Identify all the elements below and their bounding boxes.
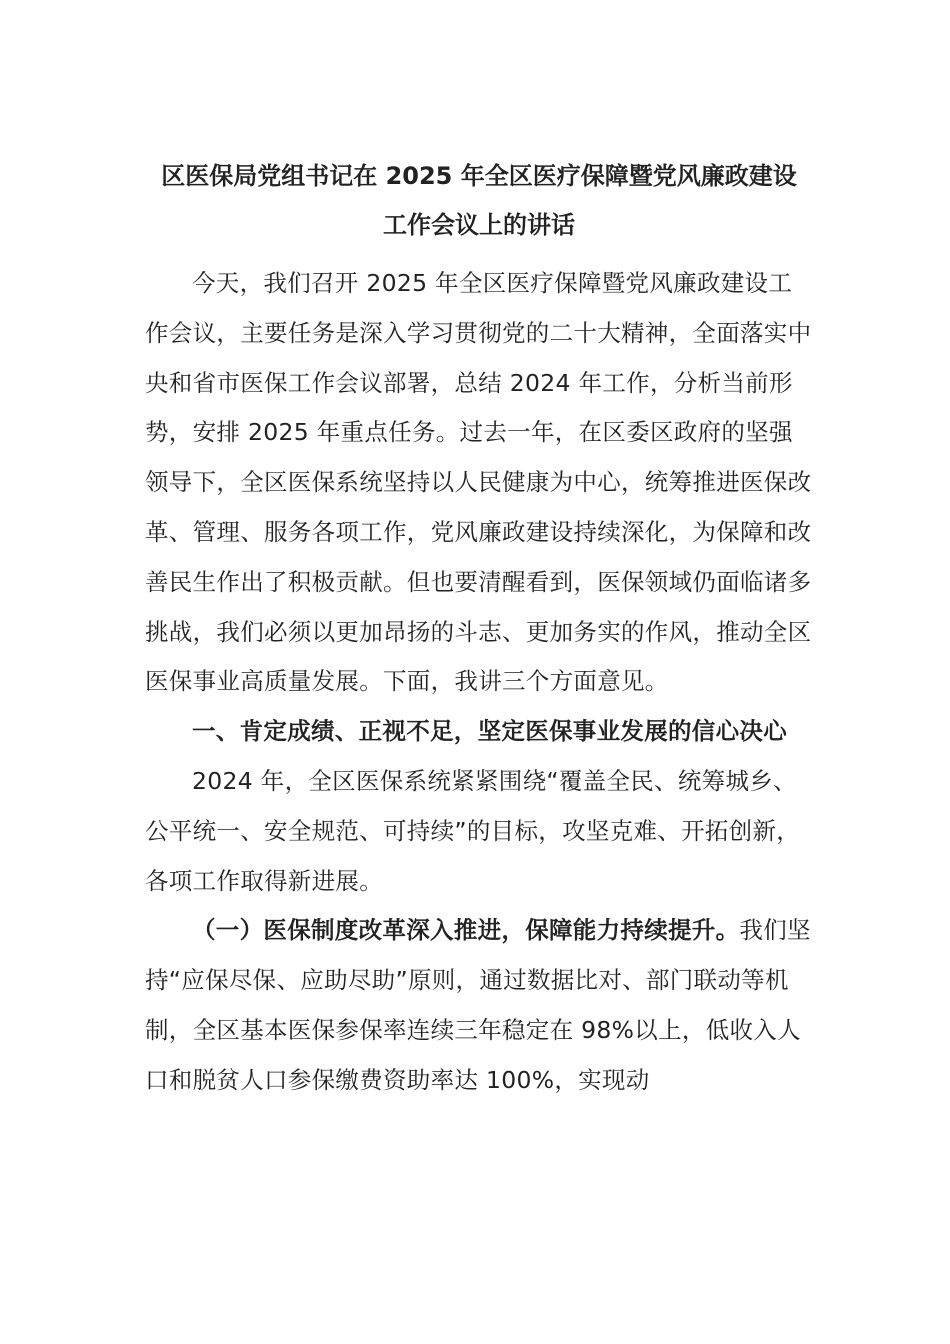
document-title: 区医保局党组书记在 2025 年全区医疗保障暨党风廉政建设工作会议上的讲话 bbox=[161, 162, 797, 239]
document-page bbox=[145, 152, 813, 1106]
subsection-1-paragraph bbox=[145, 906, 813, 1105]
section-1-intro-paragraph: 2024 年，全区医保系统紧紧围绕“覆盖全民、统筹城乡、公平统一、安全规范、可持续”的目标，攻坚克难、开拓创新，各项工作取得新进展。 bbox=[145, 766, 801, 895]
subsection-1-lead: （一）医保制度改革深入推进，保障能力持续提升。 bbox=[192, 916, 740, 945]
section-heading-1: 一、肯定成绩、正视不足，坚定医保事业发展的信心决心 bbox=[192, 717, 787, 746]
opening-paragraph: 今天，我们召开 2025 年全区医疗保障暨党风廉政建设工作会议，主要任务是深入学习贯彻党的二十大精神，全面落实中央和省市医保工作会议部署，总结 2024 年工作，分析当前形势，安排 2025 年重点任务。过去一年，在区委区政府的坚强领导下，全区医保系统坚持以人民健康为中心，统筹推进医保改革、管理、服务各项工作，党风廉政建设持续深化，为保障和改善民生作出了积极贡献。但也要清醒看到，医保领域仍面临诸多挑战，我们必须以更加昂扬的斗志、更加务实的作风，推动全区医保事业高质量发展。下面，我讲三个方面意见。 bbox=[145, 269, 812, 696]
subsection-1-text: 我们坚持“应保尽保、应助尽助”原则，通过数据比对、部门联动等机制，全区基本医保参保率连续三年稳定在 98%以上，低收入人口和脱贫人口参保缴费资助率达 100%，实现动 bbox=[145, 916, 811, 1094]
